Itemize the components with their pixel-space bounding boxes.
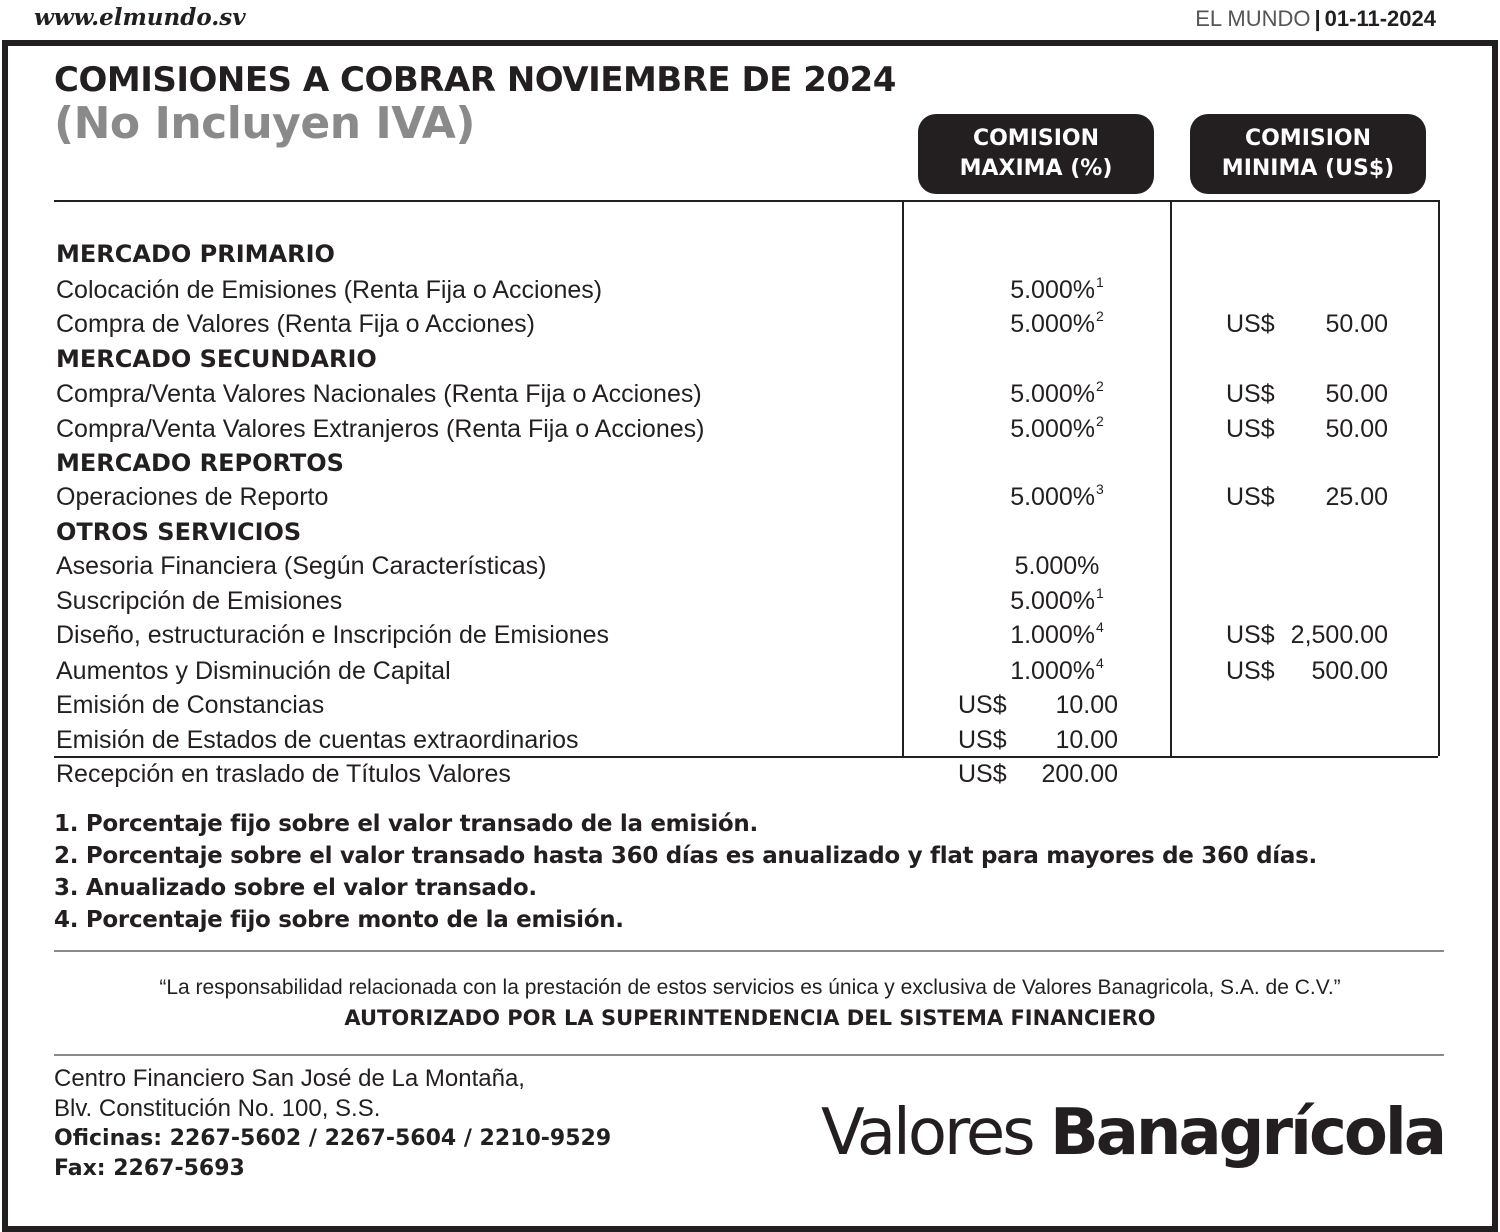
service-name: Aumentos y Disminución de Capital xyxy=(56,657,451,685)
max-commission-value: 5.000% xyxy=(1010,587,1095,615)
amount-value: 50.00 xyxy=(1325,415,1388,443)
header-separator: | xyxy=(1314,6,1321,31)
amount-value: 50.00 xyxy=(1325,310,1388,338)
service-name: Emisión de Constancias xyxy=(56,691,325,719)
section-heading xyxy=(54,345,1438,379)
service-name: Emisión de Estados de cuentas extraordinarios xyxy=(56,726,579,754)
table-row xyxy=(54,552,1438,586)
max-commission xyxy=(934,380,1180,409)
max-commission-value: 5.000% xyxy=(1010,380,1095,408)
amount-value: 10.00 xyxy=(1055,726,1118,754)
column-header-min-line1: COMISION xyxy=(1244,126,1372,151)
divider xyxy=(54,1054,1444,1056)
paper-date xyxy=(1195,6,1436,32)
disclaimer: “La responsabilidad relacionada con la prestación de estos servicios es única y exclusiva de Valores Banagricola, S.A. de C.V.” xyxy=(159,976,1341,999)
table-row xyxy=(54,415,1438,449)
paper-name: EL MUNDO xyxy=(1195,6,1311,31)
service-name: Operaciones de Reporto xyxy=(56,483,329,511)
footnote-ref: 4 xyxy=(1096,619,1104,635)
section-label: OTROS SERVICIOS xyxy=(56,518,302,546)
currency-label: US$ xyxy=(1226,380,1275,408)
amount-value: 2,500.00 xyxy=(1290,621,1388,649)
footnote-ref: 2 xyxy=(1096,308,1104,324)
page-subtitle: (No Incluyen IVA) xyxy=(54,98,475,149)
table-row xyxy=(54,621,1438,655)
publication-date: 01-11-2024 xyxy=(1324,6,1436,31)
table-divider xyxy=(1438,200,1440,756)
currency-label: US$ xyxy=(958,691,1007,719)
address-line: Centro Financiero San José de La Montaña, xyxy=(54,1065,525,1092)
table-row xyxy=(54,726,1438,760)
table-row xyxy=(54,310,1438,344)
max-commission xyxy=(934,657,1180,686)
amount-value: 25.00 xyxy=(1325,483,1388,511)
table-row xyxy=(54,587,1438,621)
table-row xyxy=(54,380,1438,414)
service-name: Compra/Venta Valores Extranjeros (Renta Fija o Acciones) xyxy=(56,415,705,443)
newspaper-header xyxy=(0,0,1500,40)
max-commission xyxy=(934,310,1180,339)
column-header-max xyxy=(918,114,1154,194)
service-name: Diseño, estructuración e Inscripción de Emisiones xyxy=(56,621,610,649)
section-label: MERCADO SECUNDARIO xyxy=(56,345,377,373)
max-commission-value: 5.000% xyxy=(1010,276,1095,304)
footnote-ref: 2 xyxy=(1096,378,1104,394)
service-name: Colocación de Emisiones (Renta Fija o Acciones) xyxy=(56,276,603,304)
section-heading xyxy=(54,518,1438,552)
service-name: Compra/Venta Valores Nacionales (Renta Fija o Acciones) xyxy=(56,380,702,408)
page-title: COMISIONES A COBRAR NOVIEMBRE DE 2024 xyxy=(54,60,896,100)
column-header-min-line2: MINIMA (US$) xyxy=(1221,156,1395,181)
max-commission-value: 5.000% xyxy=(1014,552,1100,580)
amount-value: 500.00 xyxy=(1311,657,1388,685)
max-commission-value: 1.000% xyxy=(1010,621,1095,649)
contact-address xyxy=(54,1064,611,1184)
max-commission xyxy=(934,587,1180,616)
footnote: 2. Porcentaje sobre el valor transado hasta 360 días es anualizado y flat para mayores de 360 días. xyxy=(54,843,1317,869)
section-label: MERCADO PRIMARIO xyxy=(56,240,335,268)
max-commission-value: 5.000% xyxy=(1010,483,1095,511)
company-logo xyxy=(821,1096,1444,1170)
max-commission-value: 1.000% xyxy=(1010,657,1095,685)
currency-label: US$ xyxy=(1226,483,1275,511)
currency-label: US$ xyxy=(1226,657,1275,685)
table-row xyxy=(54,483,1438,517)
table-row xyxy=(54,276,1438,310)
service-name: Suscripción de Emisiones xyxy=(56,587,343,615)
column-header-max-line1: COMISION xyxy=(972,126,1100,151)
max-commission xyxy=(934,552,1180,581)
service-name: Asesoria Financiera (Según Características) xyxy=(56,552,547,580)
max-commission-value: 5.000% xyxy=(1010,415,1095,443)
office-phones: Oficinas: 2267-5602 / 2267-5604 / 2210-9529 xyxy=(54,1126,612,1151)
section-heading xyxy=(54,240,1438,274)
table-row xyxy=(54,657,1438,691)
footnote: 1. Porcentaje fijo sobre el valor transado de la emisión. xyxy=(54,811,758,837)
footnote-ref: 4 xyxy=(1096,655,1104,671)
footnote: 4. Porcentaje fijo sobre monto de la emisión. xyxy=(54,907,624,933)
currency-label: US$ xyxy=(1226,310,1275,338)
site-url: www.elmundo.sv xyxy=(34,4,246,31)
amount-value: 50.00 xyxy=(1325,380,1388,408)
max-commission-value: 5.000% xyxy=(1010,310,1095,338)
currency-label: US$ xyxy=(958,726,1007,754)
fax-number: Fax: 2267-5693 xyxy=(54,1156,245,1181)
section-label: MERCADO REPORTOS xyxy=(56,449,344,477)
max-commission xyxy=(934,621,1180,650)
footnote-ref: 2 xyxy=(1096,413,1104,429)
currency-label: US$ xyxy=(1226,621,1275,649)
footnote-ref: 3 xyxy=(1096,481,1104,497)
currency-label: US$ xyxy=(1226,415,1275,443)
column-header-min xyxy=(1190,114,1426,194)
service-name: Recepción en traslado de Títulos Valores xyxy=(56,760,511,788)
logo-word: Banagrícola xyxy=(1049,1096,1444,1170)
footnote-ref: 1 xyxy=(1096,585,1104,601)
amount-value: 200.00 xyxy=(1041,760,1118,788)
logo-word: Valores xyxy=(821,1096,1033,1170)
footnote-ref: 1 xyxy=(1096,274,1104,290)
max-commission xyxy=(934,483,1180,512)
max-commission xyxy=(934,415,1180,444)
max-commission xyxy=(934,276,1180,305)
currency-label: US$ xyxy=(958,760,1007,788)
footnote: 3. Anualizado sobre el valor transado. xyxy=(54,875,537,901)
address-line: Blv. Constitución No. 100, S.S. xyxy=(54,1095,381,1122)
footnotes xyxy=(54,808,1317,936)
column-header-max-line2: MAXIMA (%) xyxy=(959,156,1113,181)
amount-value: 10.00 xyxy=(1055,691,1118,719)
table-row xyxy=(54,691,1438,725)
table-row xyxy=(54,760,1438,794)
authorization-notice: AUTORIZADO POR LA SUPERINTENDENCIA DEL SISTEMA FINANCIERO xyxy=(344,1006,1156,1030)
divider xyxy=(54,950,1444,952)
service-name: Compra de Valores (Renta Fija o Acciones) xyxy=(56,310,535,338)
section-heading xyxy=(54,449,1438,483)
